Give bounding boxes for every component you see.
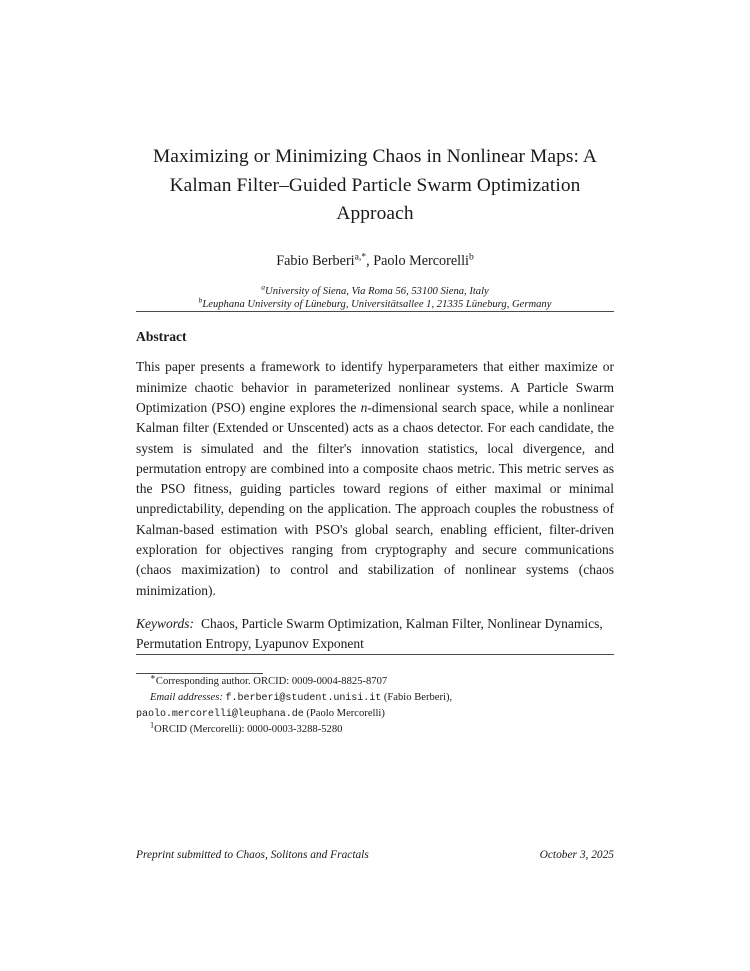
footer-submission-note: Preprint submitted to Chaos, Solitons and Fractals [136,849,369,861]
footnote-orcid-marker: 1 [150,720,155,730]
email-address-2[interactable]: paolo.mercorelli@leuphana.de [136,708,304,720]
footnote-orcid-line [136,722,614,737]
footnote-email-line-1 [136,690,614,706]
abstract-bottom-rule [136,654,614,655]
abstract-text-part-2: -dimensional search space, while a nonlinear Kalman filter (Extended or Unscented) acts as a chaos detector. For each candidate, the system is simulated and the filter's innovation statistics, local divergence, and permutation entropy are combined into a composite chaos metric. This metric serves as the PSO fitness, guiding particles toward regions of either maximal or minimal unpredictability, depending on the application. The approach couples the robustness of Kalman-based estimation with PSO's global search, enabling efficient, filter-driven exploration for objectives ranging from cryptography and secure communications (chaos maximization) to control and stabilization of nonlinear systems (chaos minimization). [136,399,615,598]
keywords-label: Keywords: [136,615,194,631]
affiliation-mark-b: b [198,295,203,305]
email-owner-1: (Fabio Berberi), [383,691,453,703]
author-marks-1: a,* [354,250,367,262]
footnote-asterisk-marker: ∗ [150,671,156,682]
footnote-email-line-2 [136,706,614,722]
page-footer [136,849,614,861]
title-block [136,143,614,229]
abstract-math-variable-n: n [360,399,368,415]
author-name-1: Fabio Berberi [276,252,355,269]
author-line [136,252,614,270]
footnotes-block [136,673,614,737]
affiliation-text-a: University of Siena, Via Roma 56, 53100 Siena, Italy [265,285,489,297]
affiliation-mark-a: a [261,281,266,291]
abstract-heading: Abstract [136,329,187,345]
footnote-email-label: Email addresses: [150,691,223,703]
footer-date: October 3, 2025 [539,849,614,861]
email-owner-2: (Paolo Mercorelli) [306,707,385,719]
abstract-top-rule [136,311,614,312]
keywords-list: Chaos, Particle Swarm Optimization, Kalman Filter, Nonlinear Dynamics, Permutation Entropy, Lyapunov Exponent [136,615,603,652]
affiliation-list [136,281,614,312]
footnote-orcid-text: ORCID (Mercorelli): 0000-0003-3288-5280 [154,724,343,736]
email-address-1[interactable]: f.berberi@student.unisi.it [225,692,382,704]
keywords-block [136,614,614,655]
abstract-body [136,357,614,601]
affiliation-text-b: Leuphana University of Lüneburg, Universitätsallee 1, 21335 Lüneburg, Germany [202,298,552,310]
page-content-column [136,0,614,737]
page-title: Maximizing or Minimizing Chaos in Nonlinear Maps: A Kalman Filter–Guided Particle Swarm Optimization Approach [152,146,598,224]
author-name-2: Paolo Mercorelli [373,252,469,269]
abstract-text-part-1: This paper presents a framework to identify hyperparameters that either maximize or minimize chaotic behavior in parameterized nonlinear systems. A Particle Swarm Optimization (PSO) engine explores the [136,359,614,415]
footnote-corresponding-text: Corresponding author. ORCID: 0009-0004-8825-8707 [155,676,388,688]
affiliation-item-a [136,281,614,298]
footnote-corresponding-author [136,671,614,689]
author-separator: , [366,252,374,269]
affiliation-item-b [136,295,614,311]
author-marks-2: b [468,250,474,262]
